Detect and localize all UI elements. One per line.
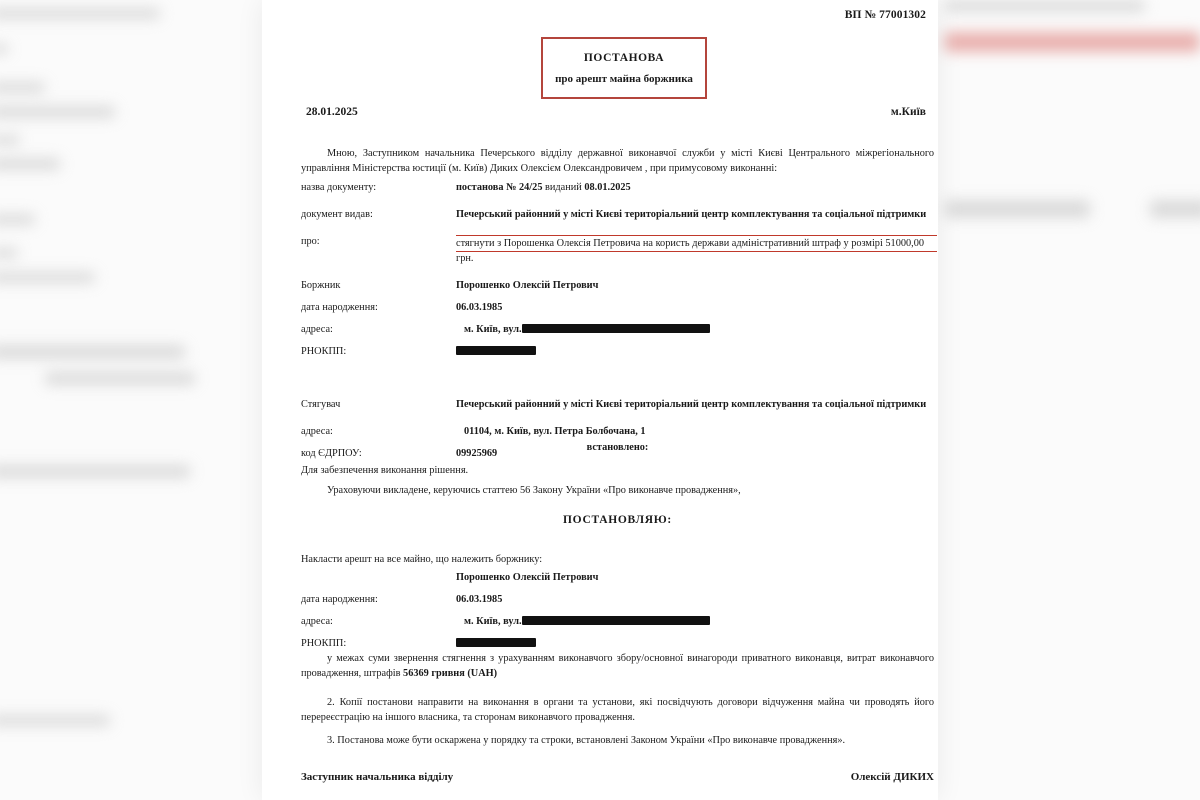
clause-3: 3. Постанова може бути оскаржена у порядку та строки, встановлені Законом України «Про виконавче провадження». [327,735,846,746]
field-row-debtor-birth [301,301,937,315]
creditor-address-value: 01104, м. Київ, вул. Петра Болбочана, 1 [464,426,646,437]
doc-name-plain: виданий [542,182,585,193]
doc-name-bold: постанова № 24/25 [456,182,543,193]
field-value: Печерський районний у місті Києві територіальний центр комплектування та соціальної підтримки [456,399,927,410]
document-page [288,0,940,800]
backdrop-blur-band [0,465,190,478]
resolution-heading: ПОСТАНОВЛЯЮ: [563,514,672,526]
backdrop-blur-band [1150,200,1200,218]
order-intro: Накласти арешт на все майно, що належить боржнику: [301,554,543,565]
redaction-bar-address [522,616,710,625]
legal-basis-text: Ураховуючи викладене, керуючись статтею 56 Закону України «Про виконавче провадження», [327,485,741,496]
clause-2: 2. Копії постанови направити на виконання в органи та установи, які посвідчують договори відчуження майна чи проводять його перереєстрацію на іншого власника, та сторонам виконавчого провадження. [301,697,934,723]
subject-line-2: грн. [456,253,474,264]
page-title: ПОСТАНОВА [583,51,665,64]
field-value: Порошенко Олексій Петрович [456,280,599,291]
field-value: Порошенко Олексій Петрович [456,572,599,583]
document-title-box [541,37,707,99]
subject-highlight [456,235,937,252]
redaction-bar-address [522,324,710,333]
field-value [456,615,937,629]
redaction-bar-rnokpp [456,638,536,647]
backdrop-blur-band [0,44,8,54]
signature-title: Заступник начальника відділу [301,771,454,783]
backdrop-blur-band [0,8,160,19]
amount-clause-text: у межах суми звернення стягнення з урахуванням виконавчого збору/основної винагороди приватного виконавця, витрат виконавчого провадження, штрафів [301,653,934,679]
order-row-name [301,571,937,585]
field-label: РНОКПП: [301,346,347,357]
backdrop-blur-band [0,82,45,93]
backdrop-blur-band [0,345,185,359]
field-label: Боржник [301,280,341,291]
backdrop-blur-band [945,200,1090,218]
field-label: назва документу: [301,182,377,193]
amount-clause-value: 56369 гривня (UAH) [403,668,498,679]
field-value: Печерський районний у місті Києві територіальний центр комплектування та соціальної підтримки [456,209,927,220]
document-city: м.Київ [890,106,926,118]
backdrop-blur-band [45,372,195,385]
field-row-debtor-address [301,323,937,337]
backdrop-blur-band-red [945,32,1200,52]
field-value: 06.03.1985 [456,302,503,313]
field-value [456,345,937,359]
field-row-document-name [301,181,937,195]
field-row-creditor-name [301,398,937,412]
field-label: код ЄДРПОУ: [301,448,362,459]
field-row-issuer [301,208,937,222]
field-label: документ видав: [301,209,373,220]
field-label: адреса: [301,426,333,437]
established-heading: встановлено: [586,442,649,453]
field-value [456,181,937,195]
field-row-debtor-rnokpp [301,345,937,359]
field-value [456,235,937,266]
doc-name-date: 08.01.2025 [584,182,631,193]
field-label: дата народження: [301,594,378,605]
backdrop-blur-band [0,715,110,726]
page-subtitle: про арешт майна боржника [555,72,693,85]
field-value [456,323,937,337]
signature-name: Олексій ДИКИХ [850,771,934,783]
redaction-bar-rnokpp [456,346,536,355]
backdrop-blur-band [0,135,20,145]
field-label: РНОКПП: [301,638,347,649]
field-label: дата народження: [301,302,378,313]
field-value [456,425,937,439]
document-date: 28.01.2025 [306,106,358,118]
field-row-debtor-name [301,279,937,293]
field-value: 06.03.1985 [456,594,503,605]
document-fields [301,181,937,469]
backdrop-blur-band [945,0,1145,12]
backdrop-blur-band [0,214,35,225]
intro-paragraph: Мною, Заступником начальника Печерського відділу державної виконавчої служби у місті Києві Центрального міжрегіонального управління Міністерства юстиції (м. Київ) Диких Олексієм Олександровичем , при примусовому виконанні: [301,148,934,174]
field-row-subject [301,235,937,266]
order-row-rnokpp [301,637,937,651]
field-label: Стягувач [301,399,341,410]
backdrop-blur-band [0,106,115,118]
address-prefix: м. Київ, вул. [464,324,522,335]
field-label: про: [301,236,320,247]
backdrop-blur-band [0,248,18,258]
backdrop-blur-band [0,158,60,170]
order-row-birth [301,593,937,607]
field-value: 09925969 [456,448,498,459]
field-row-creditor-address [301,425,937,439]
subject-line-1: стягнути з Порошенка Олексія Петровича на користь держави адміністративний штраф у розмірі 51000,00 [456,238,925,249]
address-prefix: м. Київ, вул. [464,616,522,627]
order-row-address [301,615,937,629]
backdrop-blur-band [0,272,95,283]
case-number: ВП № 77001302 [844,9,926,21]
field-label: адреса: [301,616,333,627]
document-sheet [262,0,938,800]
field-label: адреса: [301,324,333,335]
field-value [456,637,937,651]
established-text: Для забезпечення виконання рішення. [301,465,469,476]
signature-block [301,771,934,783]
amount-clause [301,651,934,681]
section-spacer [301,372,937,398]
order-debtor-block [301,571,937,659]
